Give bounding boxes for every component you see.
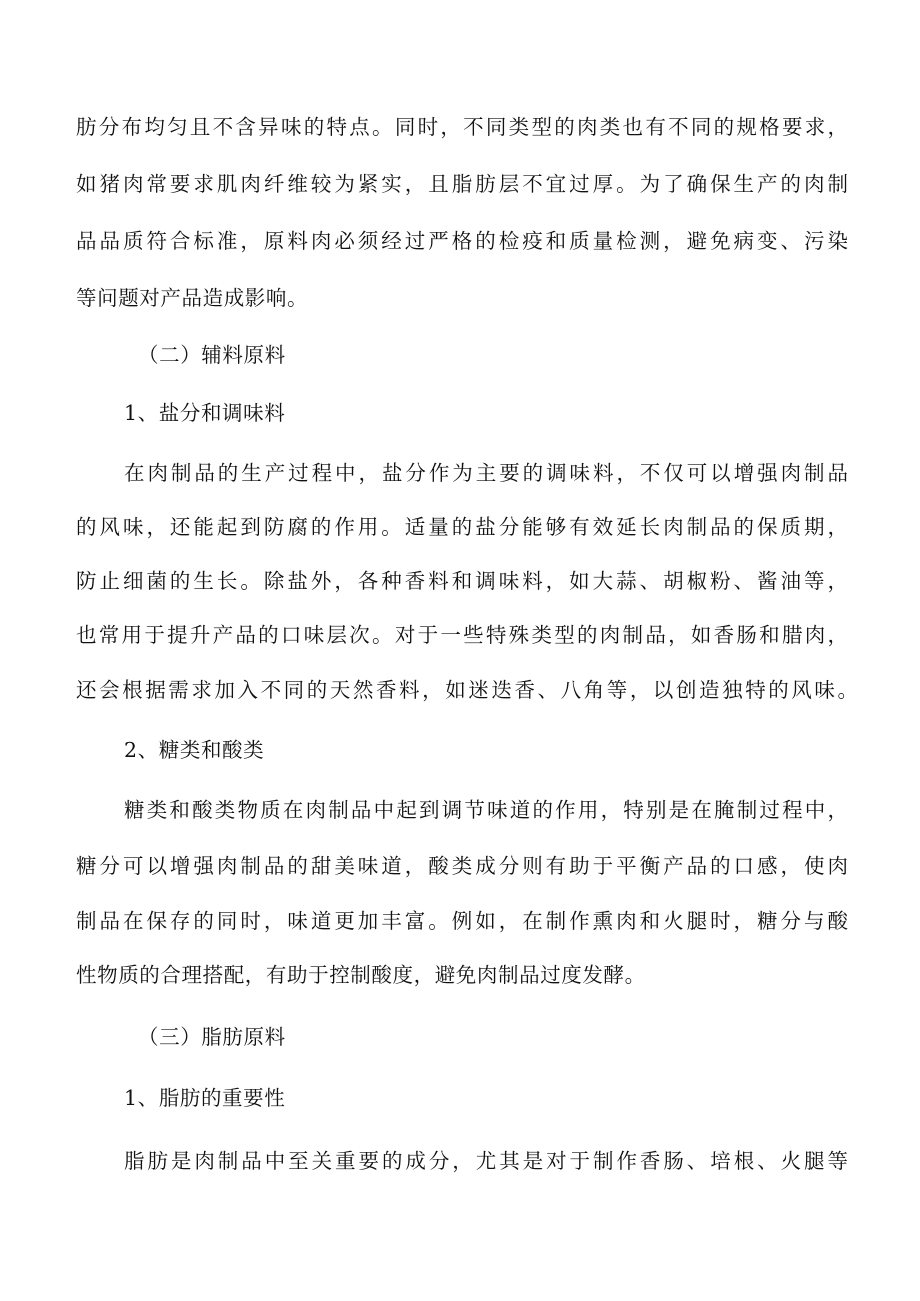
paragraph-line: 等问题对产品造成影响。 <box>76 286 309 310</box>
subsection-title: 2、糖类和酸类 <box>124 738 265 762</box>
paragraph-line: 糖分可以增强肉制品的甜美味道，酸类成分则有助于平衡产品的口感，使肉 <box>76 854 848 878</box>
paragraph-line: 还会根据需求加入不同的天然香料，如迷迭香、八角等，以创造独特的风味。 <box>76 678 858 702</box>
paragraph-line: 脂肪是肉制品中至关重要的成分，尤其是对于制作香肠、培根、火腿等 <box>124 1149 848 1173</box>
paragraph-line: 肪分布均匀且不含异味的特点。同时，不同类型的肉类也有不同的规格要求， <box>76 115 848 139</box>
subsection-title: 1、盐分和调味料 <box>124 401 286 425</box>
paragraph-line: 也常用于提升产品的口味层次。对于一些特殊类型的肉制品，如香肠和腊肉， <box>76 623 848 647</box>
paragraph-line: 品品质符合标准，原料肉必须经过严格的检疫和质量检测，避免病变、污染 <box>76 229 848 253</box>
subsection-title: 1、脂肪的重要性 <box>124 1086 286 1110</box>
section-heading: （二）辅料原料 <box>138 343 286 367</box>
paragraph-line: 制品在保存的同时，味道更加丰富。例如，在制作熏肉和火腿时，糖分与酸 <box>76 909 848 933</box>
paragraph-line: 如猪肉常要求肌肉纤维较为紧实，且脂肪层不宜过厚。为了确保生产的肉制 <box>76 172 848 196</box>
paragraph-line: 性物质的合理搭配，有助于控制酸度，避免肉制品过度发酵。 <box>76 963 646 987</box>
paragraph-line: 糖类和酸类物质在肉制品中起到调节味道的作用，特别是在腌制过程中， <box>124 798 848 822</box>
section-heading: （三）脂肪原料 <box>138 1025 286 1049</box>
paragraph-line: 在肉制品的生产过程中，盐分作为主要的调味料，不仅可以增强肉制品 <box>124 461 848 485</box>
paragraph-line: 防止细菌的生长。除盐外，各种香料和调味料，如大蒜、胡椒粉、酱油等， <box>76 569 848 593</box>
paragraph-line: 的风味，还能起到防腐的作用。适量的盐分能够有效延长肉制品的保质期， <box>76 515 848 539</box>
